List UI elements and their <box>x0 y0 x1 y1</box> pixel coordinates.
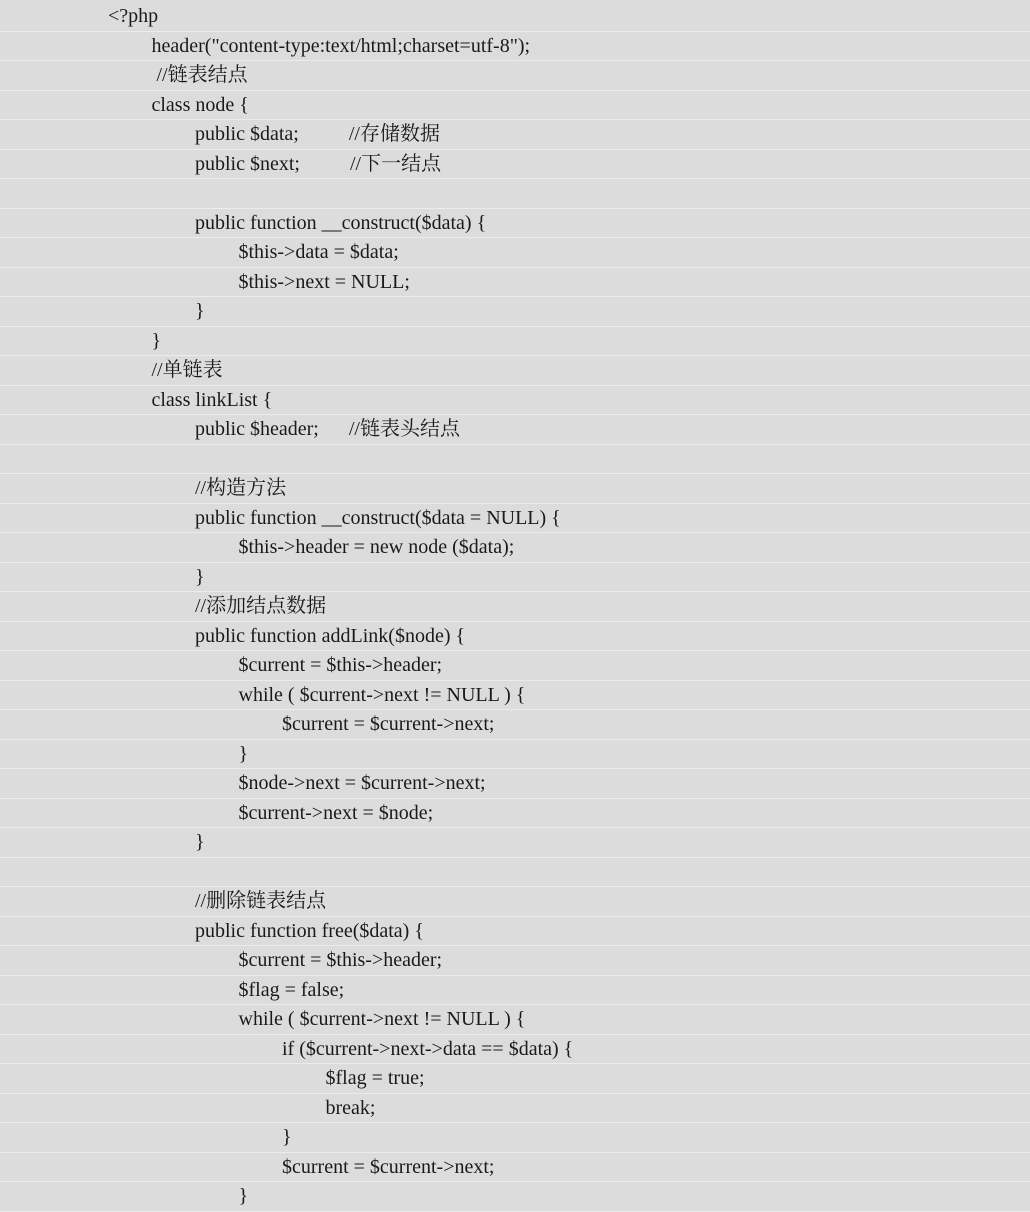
code-line <box>0 356 1030 386</box>
code-line-text: class linkList { <box>151 388 273 411</box>
code-line <box>0 32 1030 62</box>
code-line-text: while ( $current->next != NULL ) { <box>238 683 526 706</box>
code-line-text: $node->next = $current->next; <box>238 772 486 794</box>
code-line <box>0 799 1030 829</box>
code-line-text: $current->next = $node; <box>238 801 434 824</box>
code-line-text: } <box>195 300 205 322</box>
code-line <box>0 533 1030 563</box>
code-line <box>0 91 1030 121</box>
code-line <box>0 1153 1030 1183</box>
code-line-text: //构造方法 <box>195 477 287 499</box>
code-line <box>0 445 1030 475</box>
code-line-text: } <box>238 742 249 765</box>
code-line <box>0 592 1030 622</box>
code-line <box>0 1035 1030 1065</box>
code-line-text: $current = $this->header; <box>238 949 443 971</box>
code-line-text: } <box>195 565 205 588</box>
code-line-text: //添加结点数据 <box>195 595 327 617</box>
code-line-text: $current = $current->next; <box>282 1155 495 1178</box>
code-line-text: <?php <box>108 5 159 27</box>
code-line-text: public $next; //下一结点 <box>195 152 442 175</box>
code-line-text: $current = $current->next; <box>282 713 495 735</box>
code-line <box>0 740 1030 770</box>
code-line <box>0 976 1030 1006</box>
code-line-text: } <box>195 831 205 853</box>
code-line-text: while ( $current->next != NULL ) { <box>238 1008 526 1030</box>
code-line-text: public function addLink($node) { <box>195 624 466 647</box>
code-line <box>0 474 1030 504</box>
code-line <box>0 858 1030 888</box>
code-line-text: public $header; //链表头结点 <box>195 418 460 440</box>
code-line-text: public function free($data) { <box>195 919 424 942</box>
code-line-text: break; <box>325 1096 376 1119</box>
code-line <box>0 504 1030 534</box>
code-line-text: public function __construct($data = NULL) { <box>195 506 561 529</box>
code-line <box>0 238 1030 268</box>
code-line-text: } <box>151 329 162 352</box>
code-line <box>0 61 1030 91</box>
code-line <box>0 1005 1030 1035</box>
code-line <box>0 179 1030 209</box>
code-line-text: } <box>238 1185 249 1207</box>
code-line <box>0 327 1030 357</box>
code-line <box>0 1182 1030 1212</box>
code-line <box>0 386 1030 416</box>
code-line-text: //单链表 <box>151 359 223 381</box>
code-line-text: //删除链表结点 <box>195 890 327 912</box>
code-line-text: $current = $this->header; <box>238 654 443 676</box>
code-line <box>0 1123 1030 1153</box>
code-line-text: header("content-type:text/html;charset=utf-8"); <box>151 34 531 57</box>
code-line <box>0 297 1030 327</box>
code-line-text: //链表结点 <box>151 64 248 86</box>
code-line <box>0 1094 1030 1124</box>
code-line <box>0 268 1030 298</box>
code-line <box>0 946 1030 976</box>
code-line-text: } <box>282 1126 292 1148</box>
code-line-text: if ($current->next->data == $data) { <box>282 1037 574 1060</box>
code-line <box>0 2 1030 32</box>
code-line <box>0 681 1030 711</box>
code-line <box>0 1064 1030 1094</box>
code-line <box>0 120 1030 150</box>
code-line-text: public $data; //存储数据 <box>195 123 440 145</box>
code-line-text: $flag = true; <box>325 1067 425 1089</box>
code-line <box>0 415 1030 445</box>
code-line-text: public function __construct($data) { <box>195 211 487 234</box>
code-line <box>0 651 1030 681</box>
code-line <box>0 563 1030 593</box>
code-line <box>0 150 1030 180</box>
code-line-text: $flag = false; <box>238 978 345 1001</box>
code-line-text: $this->next = NULL; <box>238 270 410 293</box>
code-line <box>0 710 1030 740</box>
code-line <box>0 917 1030 947</box>
code-line <box>0 828 1030 858</box>
code-line <box>0 769 1030 799</box>
code-line-text: $this->data = $data; <box>238 241 399 263</box>
code-line-text: class node { <box>151 93 249 116</box>
code-line <box>0 622 1030 652</box>
code-line <box>0 887 1030 917</box>
code-line <box>0 209 1030 239</box>
code-line-text: $this->header = new node ($data); <box>238 536 515 558</box>
